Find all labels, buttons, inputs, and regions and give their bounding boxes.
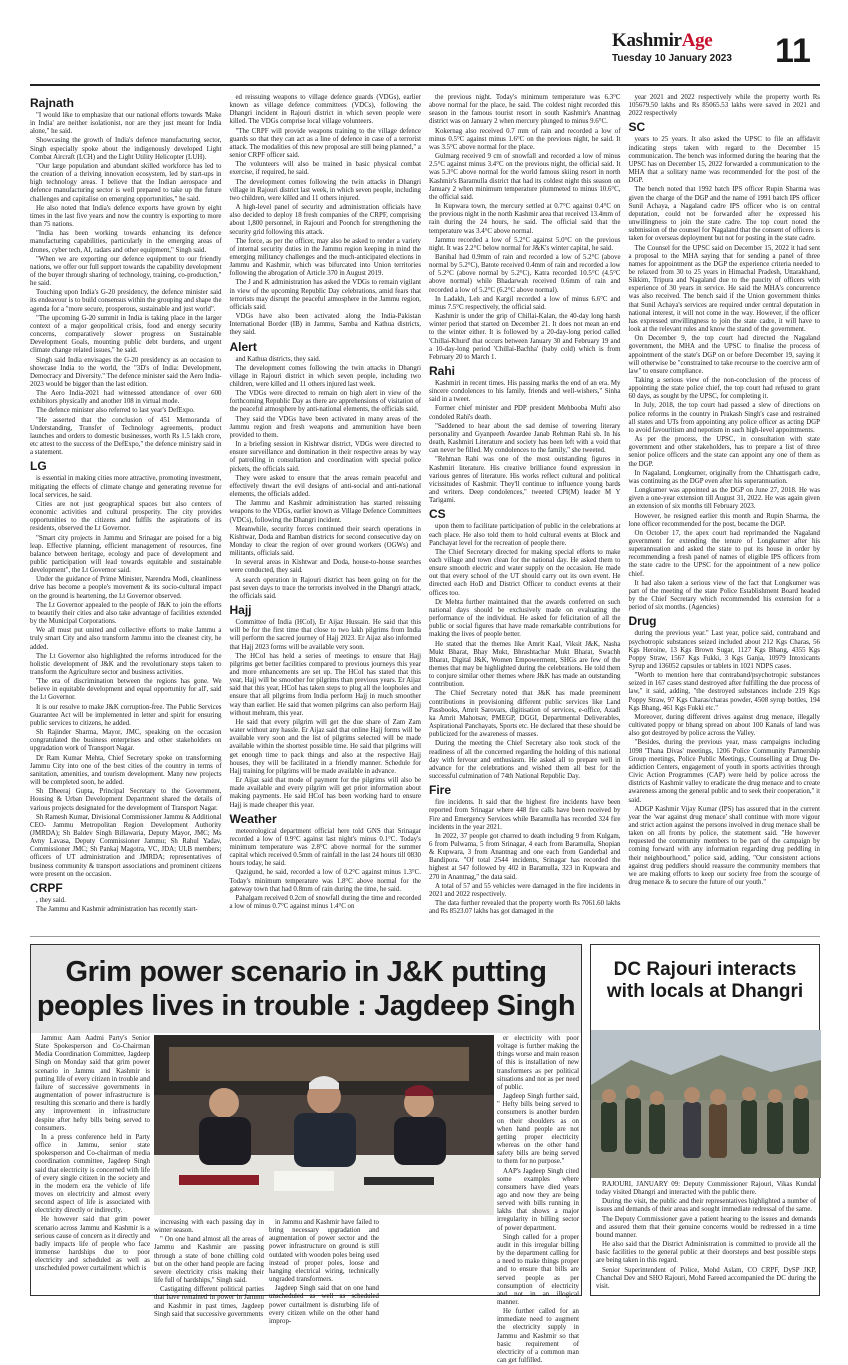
article-paragraph: meteorological department official here told GNS that Srinagar recorded a low of 0.9°C against last night's minus 0.1°C. Today's minimum temperature was 2.8°C above normal for the summer capital which received 0.5mm of rainfall in the last 24 hours till 0830 hours today, he said. <box>229 827 421 868</box>
article-paragraph: The Chief Secretary noted that J&K has made preeminent contributions in provisioning different public services like Land Passbooks, Amrit Sarovars, digitisation of services, e-office, Azadi ka Amrit Mahotsav, PMEGP, DGGI, Departmental Deliverables, Aspirational Panchayats, Sports etc. He declared that these should be publicized for the awareness of masses. <box>429 690 621 739</box>
story-jump-heading: Rahi <box>429 364 456 378</box>
article-paragraph: Committee of India (HCoI), Er Aijaz Hussain. He said that this will be for the first time that close to two lakh pilgrims from India will perform the sacred journey of Hajj 2023. Er Aijaz also informed that Hajj 2023 forms will be available very soon. <box>229 619 421 651</box>
article-paragraph: is essential in making cities more attractive, promoting investment, mitigating the effects of climate change and generating revenue for local services, he said. <box>30 475 222 499</box>
text-columns <box>30 94 820 934</box>
article-paragraph: In Kupwara town, the mercury settled at 0.7°C against 0.4°C on the previous night in the north Kashmir area that received 13.4mm of rain during the 24 hours, he said. The official said that the temperature was 3.4°C above normal. <box>429 203 621 235</box>
article-paragraph: The bench noted that 1992 batch IPS officer Rupin Sharma was given the charge of the DGP and the name of 1991 batch IPS officer Sunil Achaya, a Nagaland cadre IPS officer who is on central deputation, could not be forwarded after he expressed his unwillingness to join the state cadre. The top court noted the submission of the counsel for Nagaland that the consent of officers is taken for overseas deployment but not for posting in the state cadre. <box>628 186 820 243</box>
article-paragraph: In Nagaland, Longkumer, originally from the Chhattisgarh cadre, was continuing as the DGP even after his superannuation. <box>628 469 820 485</box>
article-paragraph: Showcasing the growth of India's defence manufacturing sector, Singh especially spoke about the indigenously developed Light Combat Aircraft (LCH) and the Light Utility Helicopter (LUH). <box>30 137 222 161</box>
article-paragraph: However, he resigned earlier this month and Rupin Sharma, the lone officer recommended for the post, became the DGP. <box>628 512 820 528</box>
article-paragraph: "Worth to mention here that contraband/psychotropic substances seized in 167 cases stand destroyed after fulfilling the due process of law," it said, adding, "the destroyed substances include 219 Kgs Poppy Straw, 97 Kgs Charas/charas powder, 4508 syrup bottles, 194 Kgs Bhang, 461 Kgs Fukki etc." <box>628 672 820 712</box>
article-paragraph: the previous night. Today's minimum temperature was 6.3°C above normal for the place, he said. The coldest night recorded this season in the famous tourist resort in south Kashmir's Anantnag district was on January 2 when mercury plunged to minus 9.6°C. <box>429 94 621 126</box>
brand-logo <box>612 30 732 52</box>
side-story-headline: DC Rajouri interacts with locals at Dhangri <box>606 959 804 1002</box>
article-paragraph: A high-level panel of security and administration officials have also decided to deploy 18 fresh companies of the CRPF, comprising about 1,800 personnel, in Rajouri and Poonch for strengthening the security grid following this attack. <box>229 204 421 236</box>
column-4 <box>629 94 821 934</box>
article-paragraph: In 2022, 37 people got charred to death including 9 from Kulgam, 6 from Pulwama, 5 from Srinagar, 4 each from Baramulla, Shopian & Kupwara, 3 from Anantnag and one each from Ganderbal and Bandipora. "Of total 2544 incidents, Srinagar has recorded the highest at 547 followed by 402 in Baramulla, 323 in Kupwara and 270 in Anantnag," the data said. <box>429 832 621 881</box>
article-paragraph: The data further revealed that the property worth Rs 7061.60 lakhs and Rs 8523.07 lakhs has got damaged in the <box>429 900 621 916</box>
article-paragraph: We all must put united and collective efforts to make Jammu a truly smart City and also transform Jammu into the cleanest city, he added. <box>30 627 222 651</box>
article-paragraph: Dr Mehta further maintained that the awards conferred on such national days should be exclusively made on evaluating the performance of the individual. He asked for felicitation of all the public or social figures that have made remarkable contributions for making the lives of people better. <box>429 598 621 639</box>
article-paragraph: Er Aijaz said that mode of payment for the pilgrims will also be made available and every pilgrim will get prior information about making payments. He said HCoI has been working hard to ensure Hajj is made cheaper this year. <box>229 777 421 809</box>
article-paragraph: "Saddened to hear about the sad demise of towering literary personality and Gyanpeeth Awardee Janab Rehman Rahi sb. In his death, Kashmiri Literature and society has been left with a void that can never be filled. My condolences to the family," she tweeted. <box>429 422 621 455</box>
article-paragraph: , they said. <box>36 896 66 904</box>
main-story-paragraph: Castigating different political parties that have remained in power in Jammu and Kashmir in past times, Jagdeep Singh said that successive governments <box>154 1286 264 1318</box>
press-conference-photo <box>154 1035 494 1215</box>
story-jump-heading: Fire <box>429 783 452 798</box>
article-paragraph: Moreover, during different drives against drug menace, illegally cultivated poppy or bhang spread on about 100 Kanals of land was also got destroyed by police across the Valley. <box>628 713 820 738</box>
article-paragraph: upon them to facilitate participation of public in the celebrations at each place. He also told them to hold cultural events at Block and Panchayat level for the recreation of people there. <box>429 523 621 547</box>
article-paragraph: Kashmir is under the grip of Chillai-Kalan, the 40-day long harsh winter period that started on December 21. It does not mean an end to the winter either. It is followed by a 20-day-long period called 'Chillai-Khurd' that occurs between January 30 and February 19 and a 10-day-long period 'Chillai-Bachha' (baby cold) which is from February 20 to March 1. <box>429 313 621 361</box>
main-story-paragraph: AAP's Jagdeep Singh cited some examples where consumers have died years ago and now they are being served with bills running in lakhs that shows a major irregularity in billing sector of power department. <box>497 1167 579 1232</box>
article-paragraph: "The CRPF will provide weapons training to the village defence guards so that they can act as a line of defence in case of a terrorist attack. The modalities of this new proposal are still being planned," a senior CRPF officer said. <box>229 127 421 160</box>
main-story-paragraph: Jagdeep Singh said that on one hand unscheduled as well as scheduled power curtailment is disturbing life of every citizen while on the other hand improp- <box>269 1285 379 1325</box>
article-paragraph: "I would like to emphasize that our national efforts towards 'Make in India' are neither isolationist, nor are they just meant for India alone," he said. <box>30 112 222 136</box>
article-paragraph: The Aero India-2021 had witnessed attendance of over 600 exhibitors physically and another 108 in virtual mode. <box>30 390 222 406</box>
main-story-paragraph: He further called for an immediate need to augment the electricity supply in Jammu and Kashmir so that basic requirement of electricity of a common man can get fulfilled. <box>497 1308 579 1365</box>
story-jump-heading: CRPF <box>30 880 63 895</box>
article-paragraph: The force, as per the officer, may also be asked to render a variety of internal security duties in the Jammu region keeping in mind the emerging militancy challenges and the much-anticipated elections in Jammu and Kashmir, which was bifurcated into Union territories following the abrogation of Article 370 in August 2019. <box>229 237 421 278</box>
main-story-paragraph: " On one hand almost all the areas of Jammu and Kashmir are passing through a state of bone chilling cold but on the other hand people are facing severe electricity crisis making their life full of hardships," Singh said. <box>154 1236 264 1285</box>
story-jump-heading: LG <box>30 459 47 474</box>
side-story-paragraph: RAJOURI, JANUARY 09: Deputy Commissioner Rajouri, Vikas Kundal today visited Dhangri and interacted with the public there. <box>596 1181 816 1197</box>
brand-block <box>612 30 732 64</box>
main-story-body <box>31 1033 581 1365</box>
brand-accent: Age <box>681 30 713 51</box>
article-paragraph: On October 17, the apex court had reprimanded the Nagaland government for extending the tenure of Longkumer after his superannuation and asked the state to put its house in order by recommending a fresh panel of names of eligible IPS officers from the state cadre to the UPSC for the appointment of a new police chief. <box>628 529 820 578</box>
article-paragraph: In several areas in Kishtwar and Doda, house-to-house searches were conducted, they said. <box>229 559 421 575</box>
article-paragraph: Taking a serious view of the non-conclusion of the process of appointing the state police chief, the top court had refused to grant 60 days, as sought by the UPSC, for completing it. <box>628 377 820 401</box>
article-paragraph: On December 9, the top court had directed the Nagaland government, the MHA and the UPSC to finalise the process of appointment of the state's DGP on or before December 19, saying it will otherwise be "constrained to take recourse to the coercive arm of law" to ensure compliance. <box>628 335 820 375</box>
main-story-paragraph: Jammu: Aam Aadmi Party's Senior State Spokesperson and Co-Chairman Media Coordination Committee, Jagdeep Singh on Monday said that grim power scenario in Jammu and Kashmir is putting life of every citizen in trouble and failure of successive governments in augmentation of power infrastructure is resulting this scenario and there is hardly any improvement in infrastructure despite after hefty bills being served to consumers. <box>35 1035 150 1132</box>
article-paragraph: The Counsel for the UPSC said on December 15, 2022 it had sent a proposal to the MHA saying that for sending a panel of three names for appointment as the DGP the experience criteria needed to be relaxed from 30 to 25 years in Himachal Pradesh, Uttarakhand, Sikkim, Tripura and Nagaland due to the paucity of officers with experience of 30 years in service. He said the MHA's concurrence was also received. The bench said if the Union government thinks that Sunil Achaya's services are required under central deputation in national interest, it will not come in the way. However, if the officer has expressed unwillingness to join the state cadre, it will have to look at the relevant rules and know the stand of the government. <box>628 244 820 334</box>
article-paragraph: The Jammu and Kashmir administration has recently start- <box>36 906 198 914</box>
article-paragraph: Former chief minister and PDP president Mehbooba Mufti also condoled Rahi's death. <box>429 405 621 421</box>
article-paragraph: years to 25 years. It also asked the UPSC to file an affidavit indicating steps taken with regard to the December 15 communication. The bench was informed during the hearing that the UPSC has on December 15, 2022 forwarded a communication to the MHA that a solitary name was recommended for the post of the DGP. <box>628 136 820 185</box>
side-story-paragraph: He also said that the District Administration is committed to provide all the basic facilities to the general public at their doorsteps and best possible steps are being taken in this regard. <box>596 1241 816 1265</box>
page-number: 11 <box>775 32 811 70</box>
article-paragraph: The HCoI has held a series of meetings to ensure that Hajj pilgrims get better facilities compared to previous journeys this year and more enhancements are set up. The HCoI has stated that this year, Hajj will be smoother for pilgrims than previous years. Er Aijaz said that this year, HCoI has taken steps to plug all the loopholes and ensure that all pilgrims from India perform Hajj in much smoother way than earlier. He said that women pilgrims can also perform Hajj without mehram, this year. <box>229 652 421 717</box>
article-paragraph: Singh said India envisages the G-20 presidency as an occasion to showcase India to the world, the "3D's of India: Development, Democracy and Diversity." The defence minister said the Aero India-2023 would be bigger than the last edition. <box>30 356 222 388</box>
article-paragraph: The development comes following the twin attacks in Dhangri village in Rajouri district in which seven people, including two children, were killed and 11 others injured last week. <box>229 364 421 388</box>
outdoor-gathering-illustration <box>591 1030 821 1178</box>
article-paragraph: Kokernag also received 0.7 mm of rain and recorded a low of minus 0.5°C against minus 1.6°C on the previous night, he said. It was 3.5°C above normal for the place. <box>429 127 621 151</box>
article-paragraph: 'The era of discrimination between the regions has gone. We believe in equitable development and equal opportunity for all', said the Lt Governor. <box>30 678 222 702</box>
main-story-column-2 <box>154 1219 264 1318</box>
article-paragraph: Banihal had 0.9mm of rain and recorded a low of 5.2°C (above normal by 5.2°C), Batote received 0.4mm of rain and recorded a low of 5.2°C (above normal by 5.2°C), Katra recorded 10.5°C (4.5°C above normal) while Bhadarwah received 0.6mm of rain and recorded a low of 5.2°C (6.2°C above normal). <box>429 253 621 294</box>
article-paragraph: during the previous year." Last year, police said, contraband and psychotropic substances seized included about 212 Kgs Charas, 56 Kgs Heroine, 13 Kgs Brown Sugar, 1127 Kgs Bhang, 4355 Kgs Poppy Straw, 1567 Kgs Fukki, 3 Kgs Ganja, 10979 Intoxicants Syrup and 136052 capsules or tablets in 1021 NDPS cases. <box>628 630 820 670</box>
section-divider <box>30 936 820 937</box>
article-paragraph: Touching upon India's G-20 presidency, the defence minister said its endeavour is to build consensus within the grouping and shape the agenda for a "more secure, prosperous, sustainable and just world". <box>30 289 222 313</box>
article-paragraph: fire incidents. It said that the highest fire incidents have been reported from Srinagar where 448 fire calls have been received by Fire and Emergency Services while Baramulla has recorded 324 fire incidents in the year 2021. <box>429 799 621 831</box>
article-paragraph: ed reissuing weapons to village defence guards (VDGs), earlier known as village defence committees (VDCs), following the Dhangri incident in Rajouri district in which seven people were killed. The VDGs comprise local village volunteers. <box>229 94 421 126</box>
article-paragraph: The Jammu and Kashmir administration has started reissuing weapons to the VDGs, earlier known as Village Defence Committees (VDCs), following the Dhangri incident. <box>229 500 421 524</box>
article-paragraph: He said that every pilgrim will get the due share of Zam Zam water without any hassle. Er Aijaz said that online Hajj forms will be available very soon and the list of pilgrims selected will be made available within the shortest possible time. He said that pilgrims will get enough time to pack things and also at the respective Hajj houses, they will be facilitated in a friendly manner. Schedule for Hajj training for pilgrims will be made available in advance. <box>229 718 421 775</box>
article-paragraph: Gulmarg received 9 cm of snowfall and recorded a low of minus 2.5°C against minus 3.4°C on the previous night, the official said. It was 5.3°C above normal for the world famous skiing resort in north Kashmir's Baramulla district that had its coldest night this season on January 2 when minimum temperature plummeted to minus 10.6°C, the official said. <box>429 153 621 201</box>
article-paragraph: As per the process, the UPSC, in consultation with state government and other stakeholders, has to prepare a list of three senior police officers and the state can appoint any one of them as the DGP. <box>628 436 820 468</box>
article-paragraph: It had also taken a serious view of the fact that Longkumer was part of the meeting of the state Police Establishment Board headed by the Chief Secretary which recommended his extension for a period of six months. (Agencies) <box>628 579 820 612</box>
article-paragraph: "Smart city projects in Jammu and Srinagar are poised for a big leap. Effective planning, efficient management of resources, fine balance between heritage, ecology and pace of development and public participation will lead towards equitable and sustainable development", the Lt Governor said. <box>30 534 222 575</box>
article-paragraph: He stated that the themes like Amrit Kaal, Viksit J&K, Nasha Mukt Bharat, Bhay Mukt, Bhrashtachar Mukt Bharat, Swachh Bharat, Digital J&K, Women Empowerment, SHGs are few of the themes that may be highlighted during the celebrations. He told them to conjure similar other themes where J&K has made an outstanding contribution. <box>429 640 621 689</box>
side-story-box <box>590 944 820 1296</box>
main-story-paragraph: Singh called for a proper audit in this irregular billing by the department calling for a need to make things proper and to ensure that bills are served people as per consumption of electricity and not in an illogical manner. <box>497 1233 579 1306</box>
article-paragraph: Sh Dheeraj Gupta, Principal Secretary to the Government, Housing & Urban Development Department shared the details of various projects designated for the development of Transport Nagar. <box>30 788 222 812</box>
article-paragraph: "He asserted that the conclusion of 451 Memoranda of Understanding, Transfer of Technology agreements, product launches and orders to domestic businesses, worth Rs 1.5 lakh crore, etc attest to the success of the DefExpo," the defence ministry said in a statement. <box>30 416 222 457</box>
main-story-paragraph: Jagdeep Singh further said, " Hefty bills being served to consumers is another burden on their shoulders as on when hand people are not getting proper electricity whereas on the other hand safety bills are being served to them for no purpose." <box>497 1093 579 1166</box>
article-paragraph: Qazigund, he said, recorded a low of 0.2°C against minus 1.3°C. Today's minimum temperature was 1.8°C above normal for the gateway town that had 0.8mm of rain during the time, he said. <box>229 869 421 893</box>
article-paragraph: The J and K administration has asked the VDGs to remain vigilant in view of the upcoming Republic Day celebrations, amid fears that terrorists may disrupt the peaceful atmosphere in the Jammu region, officials said. <box>229 279 421 311</box>
issue-date: Tuesday 10 January 2023 <box>612 53 732 64</box>
story-jump-heading: SC <box>628 120 646 135</box>
press-conference-illustration <box>154 1035 494 1215</box>
column-3 <box>429 94 621 934</box>
article-paragraph: Dr Ram Kumar Mehta, Chief Secretary spoke on transforming Jammu City into one of the best cities of the country in terms of sanitation, amenities, and tourism development. Many new projects will be completed soon, he added. <box>30 754 222 787</box>
side-story-paragraph: The Deputy Commissioner gave a patient hearing to the issues and demands and assured them that their genuine concerns would be redressed in a time bound manner. <box>596 1215 816 1239</box>
article-paragraph: Sh Ramesh Kumar, Divisional Commissioner Jammu & Additional CEO- Jammu Metropolitan Region Development Authority (JMRDA); Sh Baldev Singh Billawaria, Deputy Mayor, JMC; Ms Avny Lavasa, Deputy Commissioner Jammu; Sh Rahul Yadav, Commissioner JMC; Sh Pankaj Magotra, VC, JDA; ULB members; officers of UT administration and JMRDA; representatives of business community & transport associations and prominent citizens were present on the occasion. <box>30 813 222 878</box>
article-paragraph: "India has been working towards enhancing its defence manufacturing capabilities, particularly in the emerging areas of drones, cyber tech, AI, radars and other equipment," Singh said. <box>30 230 222 254</box>
article-paragraph: Pahalgam received 0.2cm of snowfall during the time and recorded a low of minus 0.7°C against minus 1.4°C on <box>229 894 421 911</box>
main-story-box <box>30 944 582 1365</box>
article-paragraph: "Our large population and abundant skilled workforce has led to the creation of a thriving innovation ecosystem, led by start-ups in high technology areas. I believe that the Indian aerospace and defence manufacturing sector is well prepared to take up the future challenges and capitalise on emerging opportunities," he said. <box>30 162 222 203</box>
article-paragraph: and Kathua districts, they said. <box>235 355 321 363</box>
dhangri-visit-photo <box>591 1030 821 1178</box>
story-jump-heading: Alert <box>229 339 257 354</box>
story-jump-heading: Hajj <box>229 603 252 618</box>
brand-main: Kashmir <box>612 30 682 51</box>
main-story-paragraph: He however said that grim power scenario across Jammu and Kashmir is a serious cause of concern as it directly and badly impacts life of people who face immense hardships due to poor electricity and scheduled as well as unscheduled power curtailment which is <box>35 1216 150 1273</box>
article-paragraph: VDGs have also been activated along the India-Pakistan International Border (IB) in Jammu, Samba and Kathua districts, they said. <box>229 313 421 337</box>
article-paragraph: year 2021 and 2022 respectively while the property worth Rs 105679.50 lakhs and Rs 85065.53 lakhs were saved in 2021 and 2022 respectively <box>628 94 820 118</box>
article-paragraph: "When we are exporting our defence equipment to our friendly nations, we offer our full support towards the capability development of the buyer through sharing of technology, training, co-production," he said. <box>30 255 222 288</box>
article-paragraph: "The upcoming G-20 summit in India is taking place in the larger context of a major geopolitical crisis, food and energy security concerns, comparatively slower progress on Sustainable Development Goals, mounting public debt burdens, and urgent climate change related issues," he said. <box>30 314 222 355</box>
article-paragraph: Under the guidance of Prime Minister, Narendra Modi, cleanliness drive has become a people's movement & its socio-cultural impact on the ground is heartening, the Lt Governor observed. <box>30 576 222 600</box>
article-paragraph: Sh Rajinder Sharma, Mayor, JMC, speaking on the occasion congratulated the business enterprises and other stakeholders on upgradation work of Transport Nagar. <box>30 729 222 753</box>
article-paragraph: Longkumer was appointed as the DGP on June 27, 2018. He was given a one-year extension till August 31, 2022. He was again given an extension of six months till February 2023. <box>628 487 820 511</box>
article-paragraph: They said the VDGs have been activated in many areas of the Jammu region and fresh weapons and ammunition have been provided to them. <box>229 415 421 439</box>
article-paragraph: He also noted that India's defence exports have grown by eight times in the last five years and now the country is exporting to more than 75 nations. <box>30 204 222 229</box>
article-paragraph: ADGP Kashmir Vijay Kumar (IPS) has assured that in the current year the 'war against drug menace' shall continue with more vigour and strict action against the persons involved in drug menace shall be taken on all fronts by police, the statement said. "He however requested the community members to be part of the campaign by coming forward with any information regarding drug peddling in their neighbourhood," police said, adding, "Our consistent actions against drug peddlers should reassure the community members that we are making efforts to keep our society free from the scourge of drug menace & to secure the future of our youth." <box>628 805 820 887</box>
article-paragraph: It is our resolve to make J&K corruption-free. The Public Services Guarantee Act will be implemented in letter and spirit for ensuring public services to citizens, he added. <box>30 703 222 727</box>
article-paragraph: In Ladakh, Leh and Kargil recorded a low of minus 6.6°C and minus 7.5°C respectively, the official said. <box>429 295 621 311</box>
article-paragraph: The development comes following the twin attacks in Dhangri village in Rajouri district last week, in which seven people, including two children, were killed and 11 others injured. <box>229 178 421 202</box>
article-paragraph: In a briefing session in Kishtwar district, VDGs were directed to ensure surveillance and domination in their respective areas by way of patrolling in consultation and coordination with special police pickets, the officials said. <box>229 441 421 473</box>
article-paragraph: The Chief Secretary directed for making special efforts to make each village and town clean for the national day. He asked them to ensure smooth electric and water supply on the occasion. He made out that every school of the UT should carry out its own event. He directed each HoD and District Officer to conduct events at their offices too. <box>429 548 621 597</box>
main-story-column-3 <box>269 1219 379 1325</box>
masthead-rule <box>30 84 820 86</box>
article-paragraph: Meanwhile, security forces continued their search operations in Kishtwar, Doda and Ramban districts for second consecutive day on Monday to clear the region of over ground workers (OGWs) and militants, officials said. <box>229 525 421 558</box>
story-jump-heading: CS <box>429 507 446 522</box>
article-paragraph: The volunteers will also be trained in basic physical combat exercise, if required, he said. <box>229 161 421 177</box>
article-paragraph: During the meeting the Chief Secretary also took stock of the readiness of all the concerned regarding the holding of this national day with fervour and enthusiasm. He asked all to prepare well in advance for the celebrations and wished them all best for the successful culmination of 74th National Republic Day. <box>429 740 621 781</box>
article-paragraph: The Lt Governor also highlighted the reforms introduced for the holistic development of J&K and the revolutionary steps taken to transform the Agriculture sector and business activities. <box>30 652 222 676</box>
main-story-paragraph: increasing with each passing day in winter season. <box>154 1219 264 1235</box>
article-paragraph: In July, 2018, the top court had passed a slew of directions on police reforms in the country in Prakash Singh's case and restrained all states and UTs from appointing any police officer as acting DGP to avoid favouritism and nepotism in such high-level appointments. <box>628 402 820 434</box>
article-paragraph: A total of 57 and 55 vehicles were damaged in the fire incidents in 2021 and 2022 respectively. <box>429 882 621 898</box>
article-paragraph: Jammu recorded a low of 5.2°C against 5.0°C on the previous night. It was 2.2°C below normal for J&K's winter capital, he said. <box>429 236 621 252</box>
story-jump-heading: Drug <box>628 614 657 629</box>
main-story-paragraph: In a press conference held in Party office in Jammu, senior state spokesperson and Co-chairman of media coordination committee, Jagdeep Singh said that electricity is concerned with life of every single citizen in the society and in the modern era the vehicle of life moves on electricity and almost every second aspect of life is associated with electricity directly or indirectly. <box>35 1133 150 1215</box>
article-paragraph: The Lt Governor appealed to the people of J&K to join the efforts to beautify their cities and also take advantage of facilities extended by the Municipal Corporations. <box>30 601 222 626</box>
article-paragraph: A search operation in Rajouri district has been going on for the past seven days to trace the terrorists involved in the Dhangri attack, the officials said. <box>229 576 421 600</box>
article-paragraph: The VDGs were directed to remain on high alert in view of the forthcoming Republic Day as there are apprehensions of visitation of the peaceful atmosphere by anti-national elements, the officials said. <box>229 390 421 414</box>
column-2 <box>230 94 422 934</box>
story-jump-heading: Weather <box>229 811 277 826</box>
article-paragraph: Cities are not just geographical spaces but also centers of economic activities and cultural prosperity. The city provides opportunities to the citizens and fulfils the aspirations of its residents, observed the Lt Governor. <box>30 500 222 533</box>
main-story-column-1 <box>35 1035 150 1293</box>
article-paragraph: The defence minister also referred to last year's DefExpo. <box>36 407 195 415</box>
article-paragraph: Kashmiri in recent times. His passing marks the end of an era. My sincere condolences to his family, friends and well-wishers," Sinha said in a tweet. <box>429 380 621 404</box>
column-1 <box>30 94 222 934</box>
article-paragraph: "Rehman Rahi was one of the most outstanding figures in Kashmiri literature. His creative brilliance found expression in various genres of literature. His works reflect cultural and political vicissitudes of Kashmir. They'll continue to influence young bards and writers. Deep condolences," tweeted CPI(M) leader M Y Tarigami. <box>429 456 621 505</box>
side-story-paragraph: During the visit, the public and their representatives highlighted a number of issues and demands of their areas and sought immediate redressal of the same. <box>596 1198 816 1214</box>
main-story-paragraph: in Jammu and Kashmir have failed to bring necessary upgradation and augmentation of power sector and the power infrastructure on ground is still outdated with wooden poles being used instead of proper poles, loose and hanging electrical wiring, technically ungraded transformers. <box>269 1219 379 1284</box>
article-paragraph: They were asked to ensure that the areas remain peaceful and effectively thwart the evil designs of anti-social and anti-national elements, the officials added. <box>229 474 421 499</box>
side-story-paragraph: Senior Superintendent of Police, Mohd Aslam, CO CRPF, DySP JKP, Chanchal Dev and SHO Rajouri, Mohd Fareed accompanied the DC during the visit. <box>596 1266 816 1290</box>
story-jump-heading: Rajnath <box>30 96 75 110</box>
article-paragraph: "Besides, during the previous year, mass campaigns including 1098 'Thana Divas' meetings, 1206 Police Community Partnership Group meetings, Police Public Meetings, Counselling at Drug De-addiction Centers, engagement of youth in sports activities through Civic Action Programmes (CAP) were held by police across the districts of Kashmir valley to eradicate the drug menace and to create awareness among the general public and to seek their cooperation," it said. <box>628 739 820 804</box>
side-story-body <box>596 1181 816 1293</box>
main-story-paragraph: er electricity with poor voltage is further making the things worse and main reason of this is installation of new transformers as per political situations and not as per need of public. <box>497 1035 579 1091</box>
main-story-headline: Grim power scenario in J&K putting peoples lives in trouble : Jagdeep Singh <box>31 945 581 1033</box>
masthead <box>0 0 848 92</box>
main-story-column-4 <box>497 1035 579 1365</box>
